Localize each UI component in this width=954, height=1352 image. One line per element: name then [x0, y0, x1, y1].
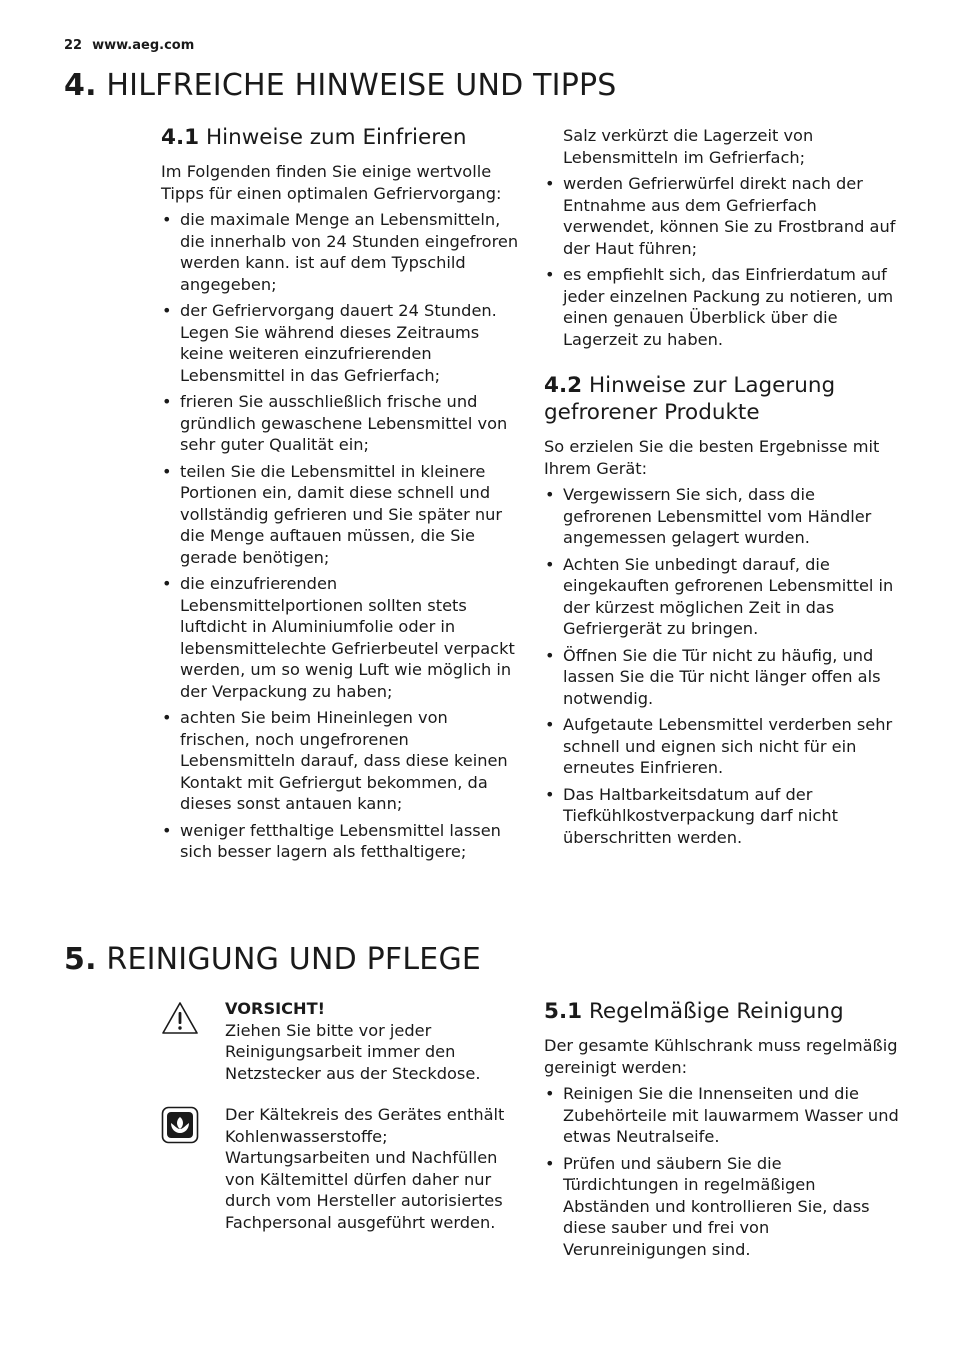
column-4-left — [161, 124, 519, 868]
list-item: • Aufgetaute Lebensmittel verderben sehr schnell und eignen sich nicht für ein erneutes Einfrieren. — [544, 714, 900, 779]
chapter-title-text: REINIGUNG UND PFLEGE — [106, 942, 482, 977]
column-5-left — [161, 998, 519, 1233]
section-title: Hinweise zur Lagerung gefrorener Produkte — [544, 373, 836, 425]
list-item: • Reinigen Sie die Innenseiten und die Zubehörteile mit lauwarmem Wasser und etwas Neutralseife. — [544, 1083, 900, 1148]
section-number: 4.2 — [544, 373, 583, 398]
section-title: Hinweise zum Einfrieren — [205, 125, 467, 150]
list-item: • teilen Sie die Lebensmittel in kleinere Portionen ein, damit diese schnell und vollständig gefrieren und Sie später nur die Menge auftauen müssen, die Sie gerade benötigen; — [161, 461, 519, 569]
chapter-4-title — [64, 68, 617, 103]
list-item: • die maximale Menge an Lebensmitteln, die innerhalb von 24 Stunden eingefroren werden kann. ist auf dem Typschild angegeben; — [161, 209, 519, 295]
environment-icon — [161, 1106, 199, 1150]
section-4-1-intro: Im Folgenden finden Sie einige wertvolle Tipps für einen optimalen Gefriervorgang: — [161, 162, 502, 203]
list-item: • der Gefriervorgang dauert 24 Stunden. Legen Sie während dieses Zeitraums keine weiteren einzufrierenden Lebensmittel in das Gefrierfach; — [161, 300, 519, 386]
section-4-2-heading — [544, 372, 900, 426]
section-number: 4.1 — [161, 125, 200, 150]
environment-notice — [161, 1104, 519, 1233]
chapter-number: 5. — [64, 942, 97, 977]
list-item: • Achten Sie unbedingt darauf, die eingekauften gefrorenen Lebensmittel in der kürzest möglichen Zeit in das Gefriergerät zu bringen. — [544, 554, 900, 640]
storage-tips-list — [544, 484, 900, 848]
caution-notice — [161, 998, 519, 1084]
caution-text: Ziehen Sie bitte vor jeder Reinigungsarbeit immer den Netzstecker aus der Steckdose. — [225, 1020, 481, 1083]
section-5-1-intro: Der gesamte Kühlschrank muss regelmäßig gereinigt werden: — [544, 1036, 898, 1077]
freezing-tips-list-continued — [544, 173, 900, 350]
freezing-tips-list — [161, 209, 519, 863]
caution-label: VORSICHT! — [225, 999, 326, 1018]
list-item: • Das Haltbarkeitsdatum auf der Tiefkühlkostverpackung darf nicht überschritten werden. — [544, 784, 900, 849]
chapter-5-title — [64, 942, 481, 977]
column-4-right — [544, 125, 900, 853]
section-4-2-intro: So erzielen Sie die besten Ergebnisse mit Ihrem Gerät: — [544, 437, 880, 478]
list-item: • frieren Sie ausschließlich frische und gründlich gewaschene Lebensmittel von sehr guter Qualität ein; — [161, 391, 519, 456]
list-item: • weniger fetthaltige Lebensmittel lassen sich besser lagern als fetthaltigere; — [161, 820, 519, 863]
warning-triangle-icon — [161, 1000, 199, 1042]
list-item: • Prüfen und säubern Sie die Türdichtungen in regelmäßigen Abständen und kontrollieren Sie, dass diese sauber und frei von Verunreinigungen sind. — [544, 1153, 900, 1261]
chapter-number: 4. — [64, 68, 97, 103]
list-item: • Öffnen Sie die Tür nicht zu häufig, und lassen Sie die Tür nicht länger offen als notwendig. — [544, 645, 900, 710]
list-item: • Vergewissern Sie sich, dass die gefrorenen Lebensmittel vom Händler angemessen gelagert wurden. — [544, 484, 900, 549]
list-item: • es empfiehlt sich, das Einfrierdatum auf jeder einzelnen Packung zu notieren, um einen genauen Überblick über die Lagerzeit zu haben. — [544, 264, 900, 350]
section-title: Regelmäßige Reinigung — [588, 999, 844, 1024]
list-item: • die einzufrierenden Lebensmittelportionen sollten stets luftdicht in Aluminiumfolie oder in lebensmittelechte Gefrierbeutel verpackt werden, um so wenig Luft wie möglich in der Verpackung zu haben; — [161, 573, 519, 702]
list-item-continued: Salz verkürzt die Lagerzeit von Lebensmitteln im Gefrierfach; — [563, 126, 814, 167]
environment-text: Der Kältekreis des Gerätes enthält Kohlenwasserstoffe; Wartungsarbeiten und Nachfüllen von Kältemittel dürfen daher nur durch vom Hersteller autorisiertes Fachpersonal ausgeführt werden. — [225, 1105, 505, 1232]
cleaning-list — [544, 1083, 900, 1260]
section-4-1-heading — [161, 124, 519, 151]
section-number: 5.1 — [544, 999, 583, 1024]
page-number: 22 — [64, 38, 83, 53]
column-5-right — [544, 998, 900, 1265]
website-url: www.aeg.com — [92, 38, 195, 53]
page-header — [64, 38, 194, 53]
list-item: • werden Gefrierwürfel direkt nach der Entnahme aus dem Gefrierfach verwendet, können Sie zu Frostbrand auf der Haut führen; — [544, 173, 900, 259]
chapter-title-text: HILFREICHE HINWEISE UND TIPPS — [106, 68, 617, 103]
section-5-1-heading — [544, 998, 900, 1025]
list-item: • achten Sie beim Hineinlegen von frischen, noch ungefrorenen Lebensmitteln darauf, dass diese keinen Kontakt mit Gefriergut bekommen, da dieses sonst antauen kann; — [161, 707, 519, 815]
